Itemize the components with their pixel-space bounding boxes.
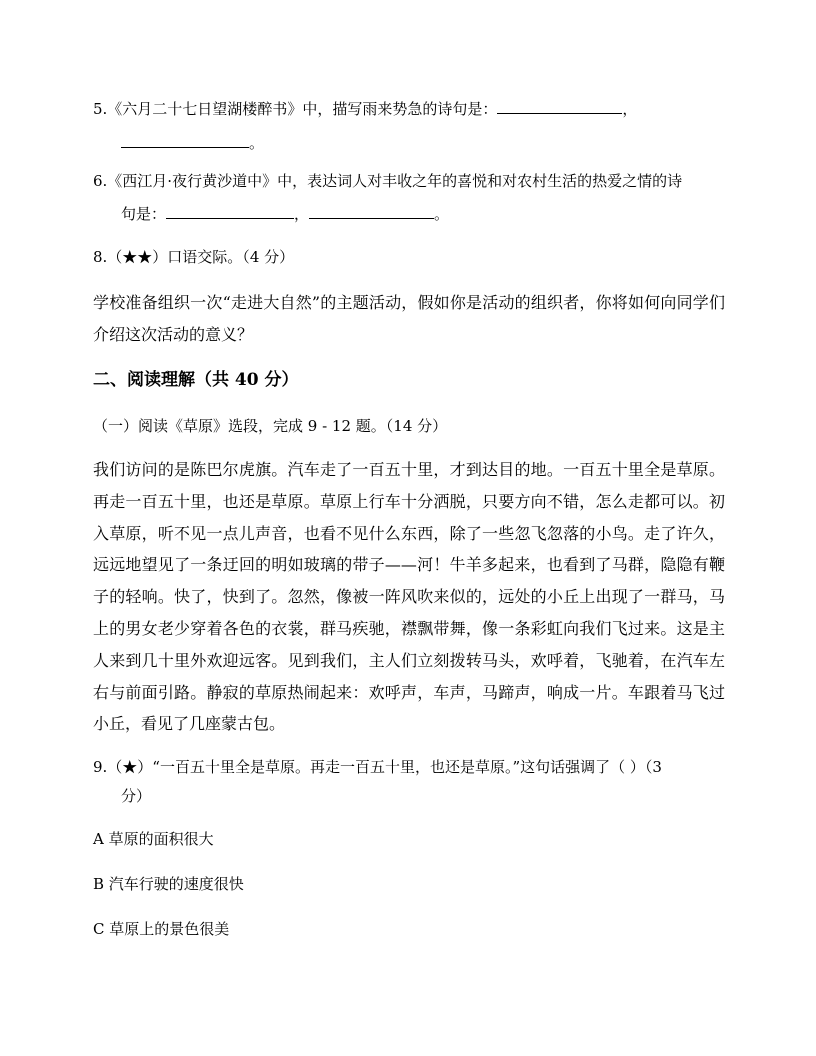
question-8-title: 8.（★★）口语交际。（4 分） <box>93 248 295 266</box>
question-6-prefix: 句是： <box>121 205 167 223</box>
section-title: 二、阅读理解（共 40 分） <box>93 370 299 390</box>
punct-end: 。 <box>249 134 265 152</box>
option-c[interactable]: C 草原上的景色很美 <box>93 920 230 938</box>
answer-blank[interactable] <box>497 99 622 114</box>
answer-blank[interactable] <box>121 133 249 148</box>
answer-blank[interactable] <box>309 204 434 219</box>
question-6-line1: 6.《西江月·夜行黄沙道中》中，表达词人对丰收之年的喜悦和对农村生活的热爱之情的诗 <box>93 172 683 190</box>
option-a[interactable]: A 草原的面积很大 <box>93 830 214 848</box>
reading-passage: 我们访问的是陈巴尔虎旗。汽车走了一百五十里，才到达目的地。一百五十里全是草原。再走一百五十里，也还是草原。草原上行车十分洒脱，只要方向不错，怎么走都可以。初入草原，听不见一点儿声音，也看不见什么东西，除了一些忽飞忽落的小鸟。走了许久，远远地望见了一条迂回的明如玻璃的带子——河！牛羊多起来，也看到了马群，隐隐有鞭子的轻响。快了，快到了。忽然，像被一阵风吹来似的，远处的小丘上出现了一群马，马上的男女老少穿着各色的衣裳，群马疾驰，襟飘带舞，像一条彩虹向我们飞过来。这是主人来到几十里外欢迎远客。见到我们，主人们立刻拨转马头，欢呼着，飞驰着，在汽车左右与前面引路。静寂的草原热闹起来：欢呼声，车声，马蹄声，响成一片。车跟着马飞过小丘，看见了几座蒙古包。 <box>93 460 725 734</box>
question-5-line2 <box>121 133 264 153</box>
question-5-line1 <box>93 99 637 119</box>
punct-end: 。 <box>434 205 450 223</box>
section-subtitle: （一）阅读《草原》选段，完成 9 - 12 题。（14 分） <box>93 417 448 435</box>
answer-blank[interactable] <box>166 204 294 219</box>
question-9-line1: 9.（★）“一百五十里全是草原。再走一百五十里，也还是草原。”这句话强调了（ ）（3 <box>93 758 662 776</box>
question-5-text: 5.《六月二十七日望湖楼醉书》中，描写雨来势急的诗句是： <box>93 100 498 118</box>
question-9-line2: 分） <box>121 787 152 805</box>
question-8-body: 学校准备组织一次“走进大自然”的主题活动，假如你是活动的组织者，你将如何向同学们介绍这次活动的意义？ <box>93 293 725 344</box>
punct-comma: ， <box>622 100 638 118</box>
option-b[interactable]: B 汽车行驶的速度很快 <box>93 875 244 893</box>
question-6-line2 <box>121 204 449 224</box>
punct-comma: ， <box>294 205 310 223</box>
